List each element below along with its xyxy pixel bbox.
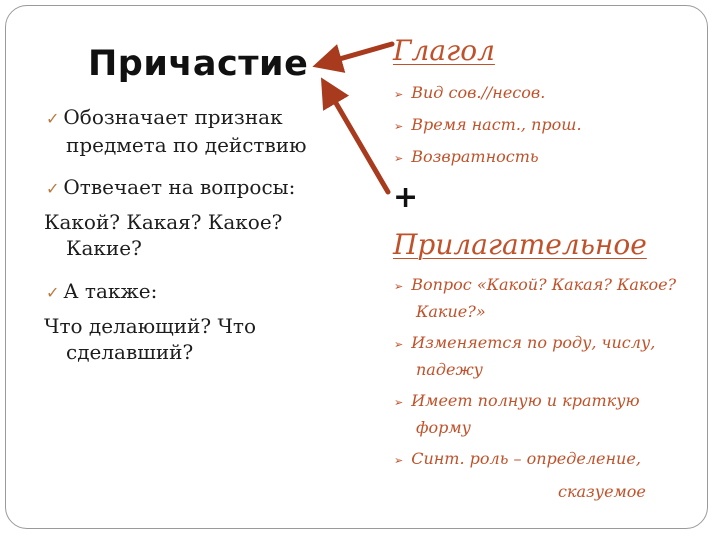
list-item: ➢ Время наст., прош. [394, 115, 582, 134]
arrow-icon [326, 86, 388, 192]
checkmark-icon: ✓ [46, 179, 60, 198]
arrowhead-icon: ➢ [394, 338, 404, 351]
checkmark-icon: ✓ [46, 109, 60, 128]
list-item: ➢ Имеет полную и краткую форму [394, 391, 640, 437]
arrowhead-icon: ➢ [394, 454, 404, 467]
list-item: ➢ Вопрос «Какой? Какая? Какое? Какие?» [394, 275, 677, 321]
arrow-icon [322, 44, 392, 64]
arrowhead-icon: ➢ [394, 396, 404, 409]
arrowhead-icon: ➢ [394, 280, 404, 293]
participle-title: Причастие [88, 44, 309, 84]
list-item: ➢ Изменяется по роду, числу, падежу [394, 333, 656, 379]
verb-list [394, 80, 582, 171]
left-bullet-3: ✓ А также: [46, 279, 158, 303]
adjective-list [394, 272, 704, 504]
plus-sign: + [393, 180, 419, 215]
list-item: ➢ Синт. роль – определение, сказуемое [394, 449, 646, 501]
arrowhead-icon: ➢ [394, 120, 404, 133]
arrowhead-icon: ➢ [394, 88, 404, 101]
checkmark-icon: ✓ [46, 283, 60, 302]
adjective-title: Прилагательное [393, 228, 647, 261]
verb-title: Глагол [393, 34, 495, 67]
left-bullet-1: ✓ Обозначает признак предмета по действию [46, 105, 307, 157]
left-bullet-2: ✓ Отвечает на вопросы: [46, 175, 296, 199]
left-questions-1: Какой? Какая? Какое? Какие? [44, 210, 283, 260]
list-item: ➢ Вид сов.//несов. [394, 83, 546, 102]
list-item: ➢ Возвратность [394, 147, 539, 166]
arrowhead-icon: ➢ [394, 152, 404, 165]
left-questions-2: Что делающий? Что сделавший? [44, 314, 257, 364]
